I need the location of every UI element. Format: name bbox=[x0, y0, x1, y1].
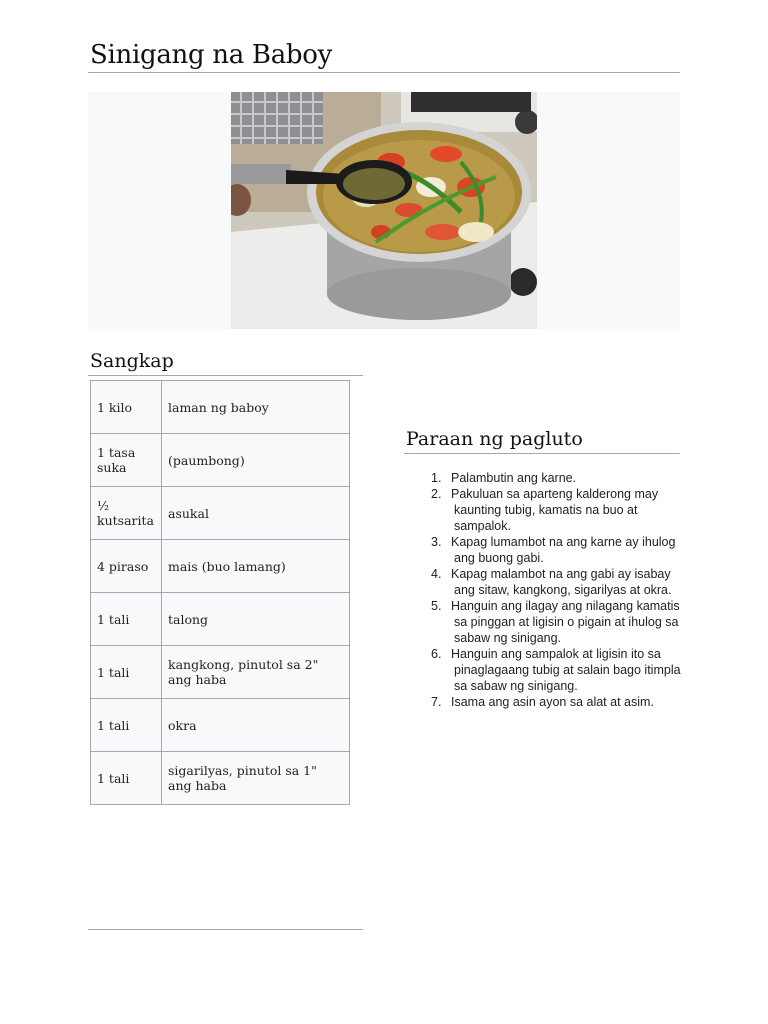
recipe-figure bbox=[88, 92, 680, 329]
ingredient-item: laman ng baboy bbox=[162, 381, 350, 434]
ingredients-table bbox=[90, 380, 350, 805]
table-row bbox=[91, 646, 350, 699]
list-item bbox=[426, 694, 686, 710]
step-text: Hanguin ang ilagay ang nilagang kamatis sa pinggan at ligisin o pigain at ihulog sa sabaw ng sinigang. bbox=[451, 599, 680, 645]
step-number: 6. bbox=[431, 647, 442, 661]
ingredient-quantity: 1 tali bbox=[91, 752, 162, 805]
steps-heading: Paraan ng pagluto bbox=[406, 428, 583, 450]
ingredients-heading: Sangkap bbox=[90, 350, 174, 372]
ingredient-quantity: 4 piraso bbox=[91, 540, 162, 593]
recipe-photo bbox=[231, 92, 537, 329]
table-row bbox=[91, 540, 350, 593]
ingredient-quantity: 1 tali bbox=[91, 699, 162, 752]
step-number: 3. bbox=[431, 535, 442, 549]
step-number: 5. bbox=[431, 599, 442, 613]
list-item bbox=[426, 598, 686, 646]
page-title: Sinigang na Baboy bbox=[90, 40, 332, 70]
step-text: Pakuluan sa aparteng kalderong may kaunting tubig, kamatis na buo at sampalok. bbox=[451, 487, 659, 533]
step-text: Kapag malambot na ang gabi ay isabay ang sitaw, kangkong, sigarilyas at okra. bbox=[451, 567, 672, 597]
list-item bbox=[426, 486, 686, 534]
ingredient-quantity: 1 tali bbox=[91, 646, 162, 699]
ingredient-item: okra bbox=[162, 699, 350, 752]
table-row bbox=[91, 752, 350, 805]
table-row bbox=[91, 381, 350, 434]
list-item bbox=[426, 470, 686, 486]
bottom-divider bbox=[88, 929, 363, 930]
ingredient-quantity: 1 tali bbox=[91, 593, 162, 646]
step-number: 4. bbox=[431, 567, 442, 581]
table-row bbox=[91, 487, 350, 540]
list-item bbox=[426, 534, 686, 566]
ingredient-item: asukal bbox=[162, 487, 350, 540]
ingredient-quantity: 1 kilo bbox=[91, 381, 162, 434]
ingredient-item: talong bbox=[162, 593, 350, 646]
ingredients-divider bbox=[88, 375, 363, 376]
list-item bbox=[426, 646, 686, 694]
step-text: Hanguin ang sampalok at ligisin ito sa pinaglagaang tubig at salain bago itimpla sa sabaw ng sinigang. bbox=[451, 647, 681, 693]
steps-list bbox=[426, 470, 686, 710]
ingredient-item: sigarilyas, pinutol sa 1" ang haba bbox=[162, 752, 350, 805]
ingredient-item: kangkong, pinutol sa 2" ang haba bbox=[162, 646, 350, 699]
step-number: 7. bbox=[431, 695, 442, 709]
title-divider bbox=[88, 72, 680, 73]
step-text: Kapag lumambot na ang karne ay ihulog ang buong gabi. bbox=[451, 535, 676, 565]
table-row bbox=[91, 593, 350, 646]
step-number: 1. bbox=[431, 471, 442, 485]
step-text: Palambutin ang karne. bbox=[451, 471, 577, 485]
ingredient-quantity: 1 tasa suka bbox=[91, 434, 162, 487]
ingredient-item: (paumbong) bbox=[162, 434, 350, 487]
ingredient-item: mais (buo lamang) bbox=[162, 540, 350, 593]
ingredient-quantity: ½ kutsarita bbox=[91, 487, 162, 540]
steps-divider bbox=[404, 453, 680, 454]
step-text: Isama ang asin ayon sa alat at asim. bbox=[451, 695, 654, 709]
list-item bbox=[426, 566, 686, 598]
table-row bbox=[91, 699, 350, 752]
table-row bbox=[91, 434, 350, 487]
step-number: 2. bbox=[431, 487, 442, 501]
